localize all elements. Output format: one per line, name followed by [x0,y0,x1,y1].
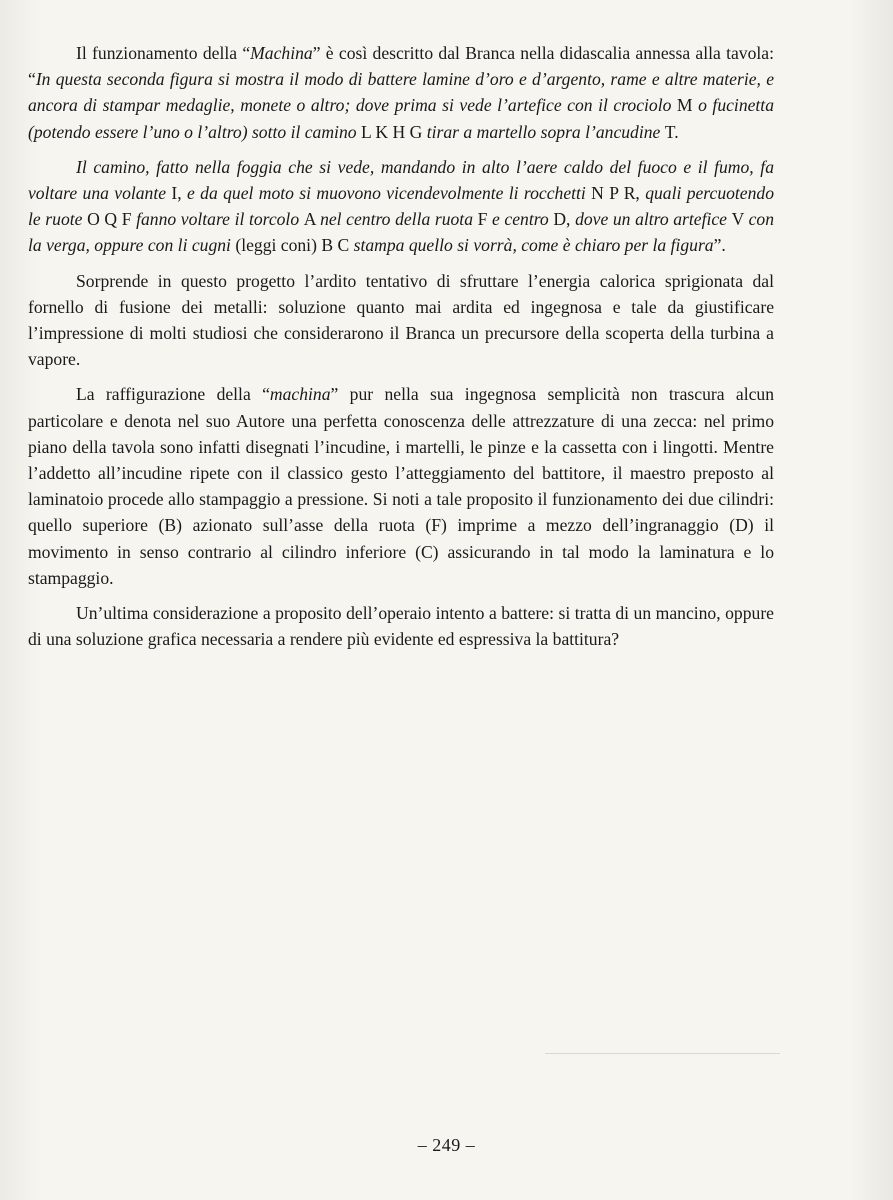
text-run: I, [171,183,188,204]
text-run: Sorprende in questo progetto l’ardito tentativo di sfruttare l’energia calorica sprigionata dal fornello di fusione dei metalli: soluzione quanto mai ardita ed ingegnosa e tale da giustificare l’impressione di molti studiosi che considerarono il Branca un precursore della scoperta della turbina a vapore. [28,270,774,370]
page-number: – 249 – [417,1135,476,1155]
body-text [28,40,774,661]
italic-run: nel centro della ruota [320,209,478,230]
text-run: ” pur nella sua ingegnosa semplicità non trascura alcun particolare e denota nel suo Autore una perfetta conoscenza delle attrezzature di una zecca: nel primo piano della tavola sono infatti disegnati l’incudine, i martelli, le pinze e la cassetta con i lingotti. Mentre l’addetto all’incudine ripete con il classico gesto l’atteggiamento del battitore, il maestro preposto al laminatoio procede allo stampaggio a pressione. Si noti a tale proposito il funzionamento dei due cilindri: quello superiore (B) azionato sull’asse della ruota (F) imprime a mezzo dell’ingranaggio (D) il movimento in senso contrario al cilindro inferiore (C) assicurando in tal modo la laminatura e lo stampaggio. [28,384,774,588]
italic-run: e centro [492,209,554,230]
paragraph-4 [28,381,774,591]
paragraph-2 [28,154,774,259]
text-run: (leggi coni) B C [235,235,354,256]
text-run: D, [553,209,576,230]
italic-run: Machina [250,43,313,63]
italic-run: o fucinetta (potendo essere l’uno o l’altro) sotto il camino [28,95,774,142]
paragraph-3 [28,268,774,373]
text-run: N P R, [591,183,646,204]
italic-run: quali percuotendo le ruote [28,183,774,230]
italic-run: In questa seconda figura si mostra il modo di battere lamine d’oro e d’argento, rame e altre materie, e ancora di stampar medaglie, monete o altro; dove prima si vede l’artefice con il crociolo [28,69,774,116]
text-run: Un’ultima considerazione a proposito dell’operaio intento a battere: si tratta di un mancino, oppure di una soluzione grafica necessaria a rendere più evidente ed espressiva la battitura? [28,603,774,650]
italic-run: tirar a martello sopra l’ancudine [426,121,665,142]
text-run: M [676,95,699,116]
text-run: ”. [713,235,726,256]
italic-run: stampa quello si vorrà, come è chiaro per la figura [353,235,714,256]
footnote-rule [545,1053,780,1054]
text-run: ” è così descritto dal Branca nella didascalia annessa alla tavola: “ [28,43,774,90]
paragraph-5 [28,600,774,652]
italic-run: fanno voltare il torcolo [136,209,304,230]
paragraph-1 [28,40,774,145]
text-run: T. [664,121,679,142]
text-run: La raffigurazione della “ [76,384,270,405]
text-run: O Q F [87,209,137,230]
text-run: A [303,209,321,230]
italic-run: Il camino, fatto nella foggia che si vede, mandando in alto l’aere caldo del fuoco e il fumo, fa voltare una volante [28,156,774,204]
text-run: Il funzionamento della “ [76,43,251,63]
text-run: L K H G [360,121,427,142]
italic-run: dove un altro artefice [575,209,732,230]
italic-run: con la verga, oppure con li cugni [28,209,775,256]
text-run: F [477,209,493,230]
italic-run: e da quel moto si muovono vicendevolmente li rocchetti [187,183,592,204]
italic-run: machina [269,384,331,405]
text-run: V [731,209,749,230]
